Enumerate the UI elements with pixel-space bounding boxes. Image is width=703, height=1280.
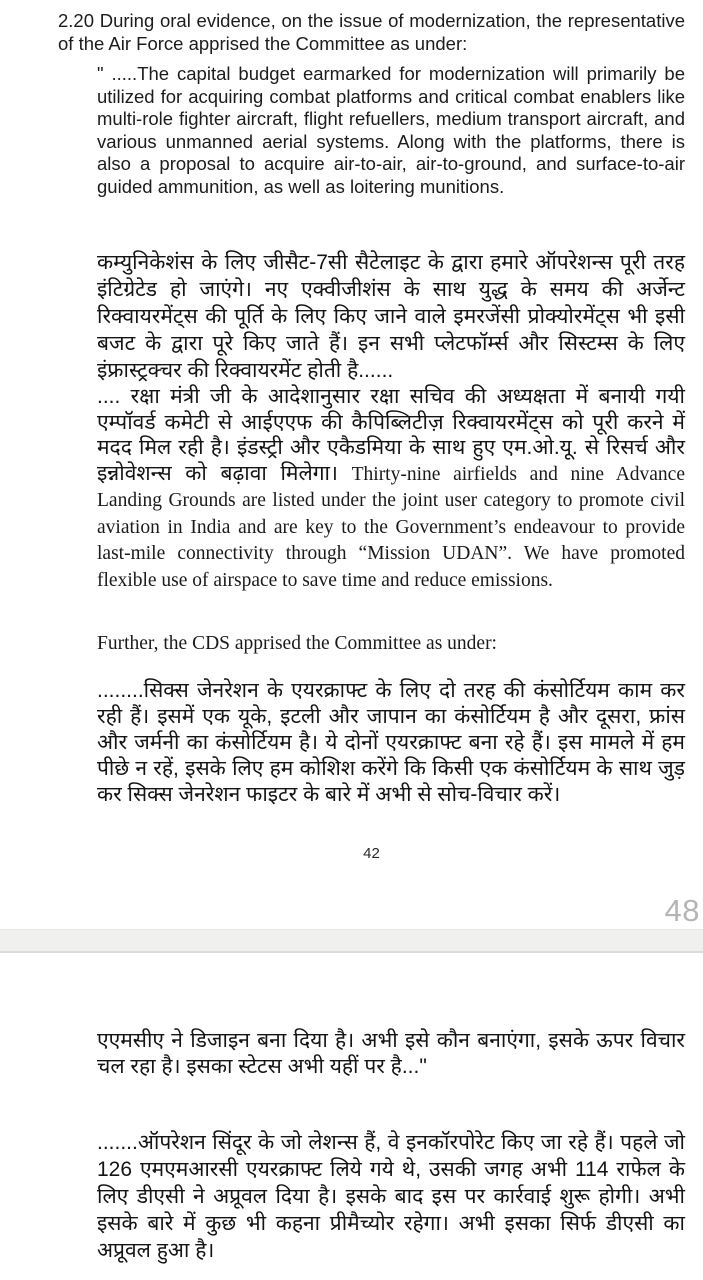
- page-separator-band: [0, 929, 703, 953]
- hindi-paragraph-operation-sindoor: .......ऑपरेशन सिंदूर के जो लेशन्स हैं, वे इनकॉरपोरेट किए जा रहे हैं। पहले जो 126 एमएमआरसी एयरक्राफ्ट लिये गये थे, उसकी जगह अभी 114 राफेल के लिए डीएसी ने अप्रूवल दिया है। इसके बाद इस पर कार्रवाई शुरू होगी। अभी इसके बारे में कुछ भी कहना प्रीमैच्योर रहेगा। अभी इसका सिर्फ डीएसी का अप्रूवल हुआ है।: [97, 1131, 685, 1262]
- hindi-paragraph-amca: एएमसीए ने डिजाइन बना दिया है। अभी इसे कौन बनाएंगा, इसके ऊपर विचार चल रहा है। इसका स्टेटस अभी यहीं पर है...": [97, 1029, 685, 1078]
- paragraph-2-20: 2.20 During oral evidence, on the issue of modernization, the representative of the Air Force apprised the Committee as under:: [58, 10, 685, 54]
- document-page-number: 42: [363, 845, 380, 862]
- hindi-paragraph-raksha-mantri: [97, 384, 685, 593]
- further-cds-line: Further, the CDS apprised the Committee as under:: [97, 633, 497, 654]
- air-force-quote-paragraph: " .....The capital budget earmarked for modernization will primarily be utilized for acquiring combat platforms and critical combat enablers like multi-role fighter aircraft, flight refuellers, medium transport aircraft, and various unmanned aerial systems. Along with the platforms, there is also a proposal to acquire air-to-air, air-to-ground, and surface-to-air guided ammunition, as well as loitering munitions.: [97, 63, 685, 197]
- hindi-paragraph-communications: कम्युनिकेशंस के लिए जीसैट-7सी सैटेलाइट के द्वारा हमारे ऑपरेशन्स पूरी तरह इंटिग्रेटेड हो जाएंगे। नए एक्वीजीशंस के साथ युद्ध के समय की अर्जेन्ट रिक्वायरमेंट्स की पूर्ति के लिए किए जाने वाले इमरजेंसी प्रोक्योरमेंट्स भी इसी बजट के द्वारा पूरे किए जाते हैं। इन सभी प्लेटफॉर्म्स और सिस्टम्स के लिए इंफ्रास्ट्रक्चर की रिक्वायरमेंट होती है......: [97, 251, 685, 382]
- cds-quote-paragraph: ........सिक्स जेनरेशन के एयरक्राफ्ट के लिए दो तरह की कंसोर्टियम काम कर रही हैं। इसमें एक यूके, इटली और जापान का कंसोर्टियम है और दूसरा, फ्रांस और जर्मनी का कंसोर्टियम है। ये दोनों एयरक्राफ्ट बना रहे हैं। इस मामले में हम पीछे न रहें, इसके लिए हम कोशिश करेंगे कि किसी एक कंसोर्टियम के साथ जुड़ कर सिक्स जेनरेशन फाइटर के बारे में अभी से सोच-विचार करें।: [97, 679, 685, 806]
- viewer-page-indicator: 48: [664, 893, 700, 928]
- english-text-airfields: Thirty-nine airfields and nine Advance Landing Grounds are listed under the joint user category to promote civil aviation in India and are key to the Government’s endeavour to provide last-mile connectivity through “Mission UDAN”. We have promoted flexible use of airspace to save time and reduce emissions.: [97, 463, 685, 591]
- hindi-text-raksha: .... रक्षा मंत्री जी के आदेशानुसार रक्षा सचिव की अध्यक्षता में बनायी गयी एम्पॉवर्ड कमेटी से आईएएफ की कैपिब्लिटीज़ रिक्वायरमेंट्स को पूरी करने में मदद मिल रही है। इंडस्ट्री और एकैडमिया के साथ हुए एम.ओ.यू. से रिसर्च और इन्नोवेशन्स को बढ़ावा मिलेगा।: [97, 385, 685, 485]
- document-page-43: [0, 955, 703, 1280]
